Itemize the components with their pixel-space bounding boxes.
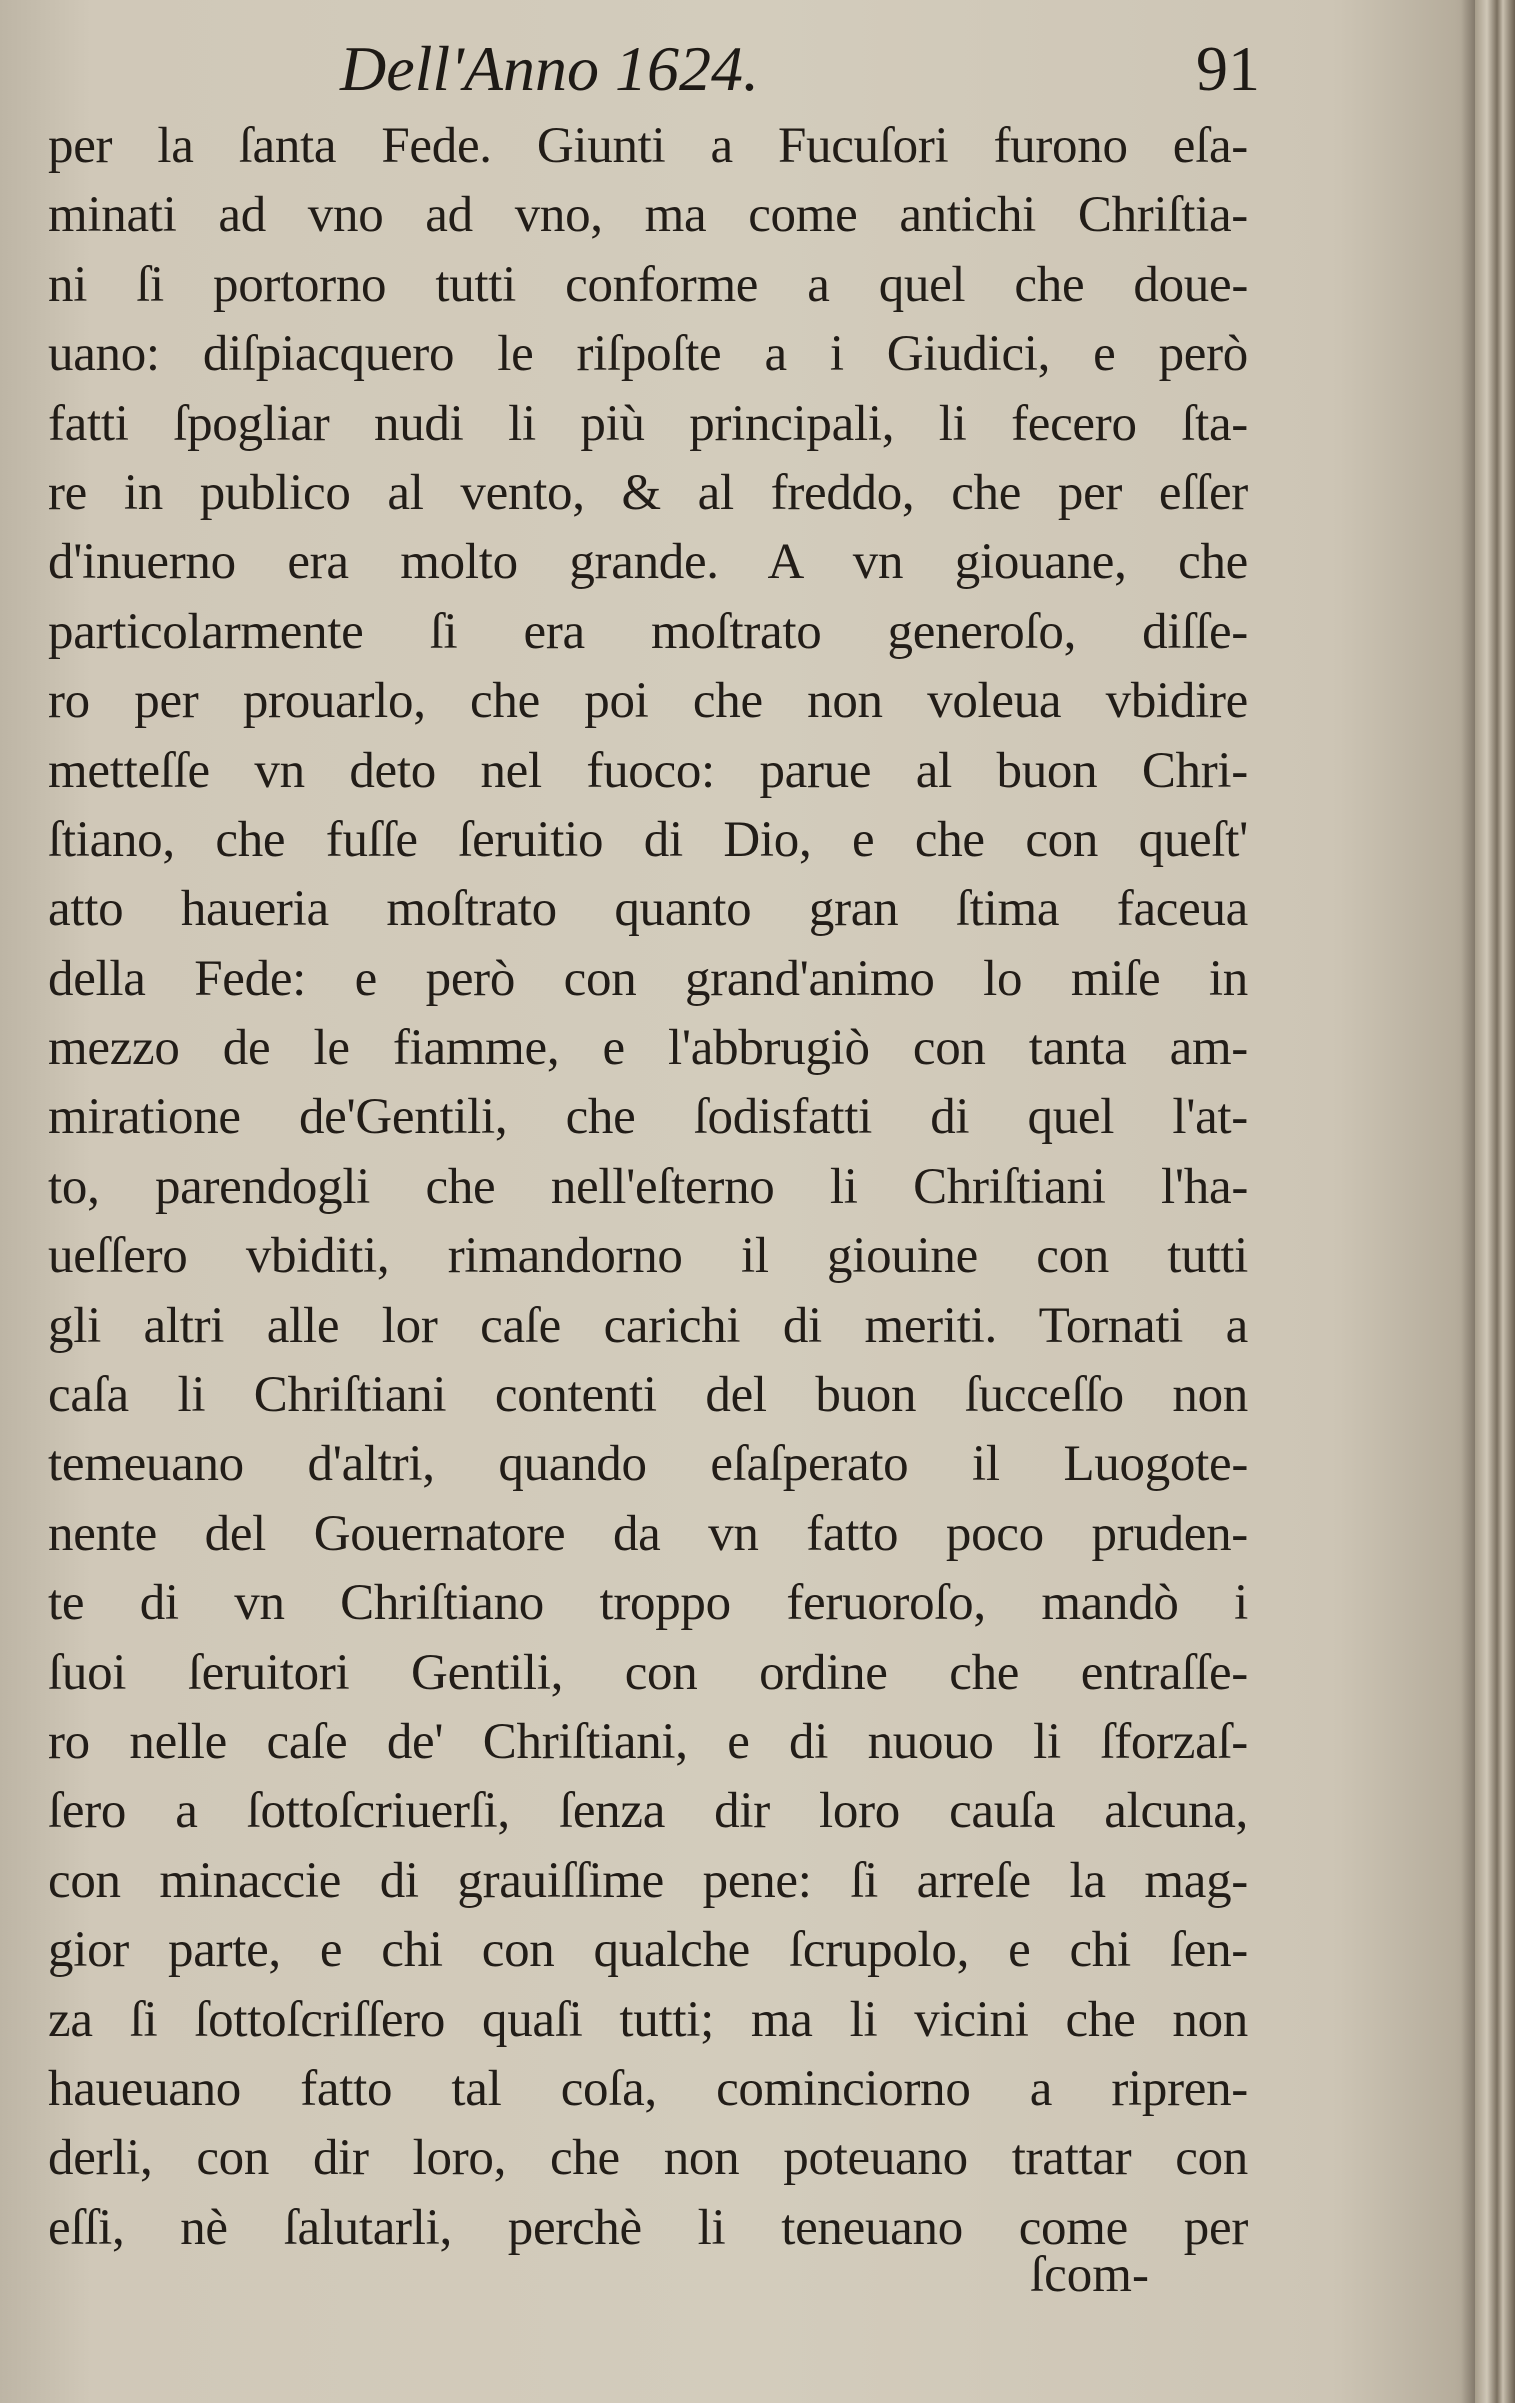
text-line: atto haueria moſtrato quanto gran ſtima faceua [48,881,1248,938]
text-line: particolarmente ſi era moſtrato generoſo, diſſe- [48,603,1248,660]
body-text [48,112,1248,2263]
catchword: ſcom- [1030,2247,1149,2303]
text-line: caſa li Chriſtiani contenti del buon ſucceſſo non [48,1367,1248,1424]
text-line: con minaccie di grauiſſime pene: ſi arreſe la mag- [48,1852,1248,1909]
text-line: per la ſanta Fede. Giunti a Fucuſori furono eſa- [48,118,1248,174]
text-line: za ſi ſottoſcriſſero quaſi tutti; ma li vicini che non [48,1991,1248,2048]
text-line: temeuano d'altri, quando eſaſperato il Luogote- [48,1436,1248,1493]
text-line: minati ad vno ad vno, ma come antichi Chriſtia- [48,187,1248,244]
text-line: della Fede: e però con grand'animo lo miſe in [48,950,1248,1007]
text-line: gior parte, e chi con qualche ſcrupolo, e chi ſen- [48,1922,1248,1979]
text-line: to, parendogli che nell'eſterno li Chriſtiani l'ha- [48,1158,1248,1215]
running-title: Dell'Anno 1624. [340,33,759,104]
text-line: ro per prouarlo, che poi che non voleua vbidire [48,673,1248,730]
text-line: derli, con dir loro, che non poteuano trattar con [48,2130,1248,2187]
page-number: 91 [1196,33,1260,104]
text-line: nente del Gouernatore da vn fatto poco pruden- [48,1505,1248,1562]
text-line: ueſſero vbiditi, rimandorno il giouine con tutti [48,1228,1248,1285]
text-line: ſuoi ſeruitori Gentili, con ordine che entraſſe- [48,1644,1248,1701]
page-header [340,24,1260,114]
text-line: ſero a ſottoſcriuerſi, ſenza dir loro cauſa alcuna, [48,1783,1248,1840]
text-line: d'inuerno era molto grande. A vn giouane, che [48,534,1248,591]
text-line: fatti ſpogliar nudi li più principali, li fecero ſta- [48,395,1248,452]
text-line: mezzo de le fiamme, e l'abbrugiò con tanta am- [48,1020,1248,1077]
text-line: te di vn Chriſtiano troppo feruoroſo, mandò i [48,1575,1248,1632]
text-line: ro nelle caſe de' Chriſtiani, e di nuouo li ſforzaſ- [48,1713,1248,1770]
text-line: uano: diſpiacquero le riſpoſte a i Giudici, e però [48,326,1248,383]
text-line: metteſſe vn deto nel fuoco: parue al buon Chri- [48,742,1248,799]
text-line: re in publico al vento, & al freddo, che per eſſer [48,464,1248,521]
gutter-shadow [1461,0,1475,2403]
text-line: haueuano fatto tal coſa, cominciorno a ripren- [48,2060,1248,2117]
text-line: miratione de'Gentili, che ſodisfatti di quel l'at- [48,1089,1248,1146]
page-stack-edge [1475,0,1515,2403]
text-line: gli altri alle lor caſe carichi di meriti. Tornati a [48,1297,1248,1354]
text-line: ſtiano, che fuſſe ſeruitio di Dio, e che con queſt' [48,811,1248,868]
text-line: eſſi, nè ſalutarli, perchè li teneuano come per [48,2199,1248,2256]
text-line: ni ſi portorno tutti conforme a quel che doue- [48,256,1248,313]
